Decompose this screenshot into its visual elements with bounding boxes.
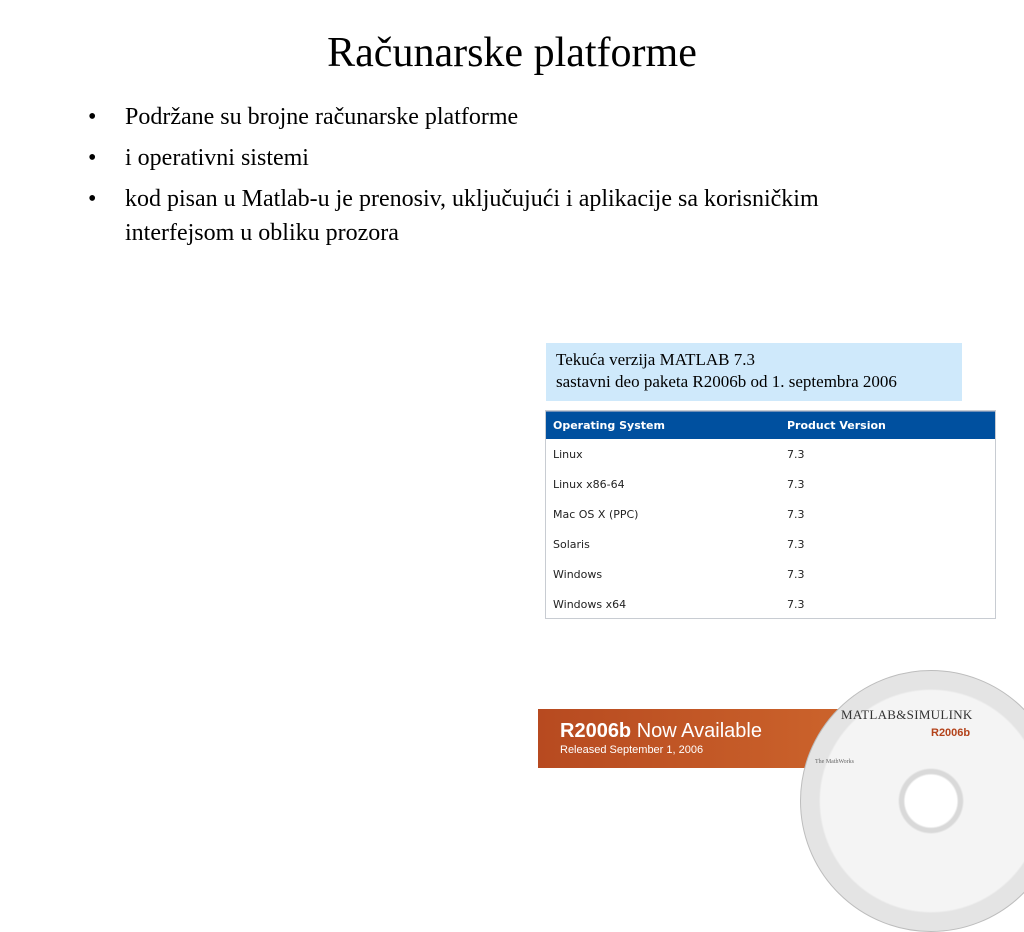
bullet-item [88, 100, 828, 134]
disc-brand-label: MATLAB&SIMULINK [841, 707, 973, 722]
os-name-cell: Windows x64 [553, 597, 627, 611]
disc-version-label: R2006b [931, 727, 971, 739]
table-row [546, 469, 995, 499]
header-operating-system: Operating System [553, 419, 665, 432]
table-row [546, 589, 995, 619]
bullet-dot: • [88, 145, 97, 171]
bullet-dot: • [88, 186, 97, 212]
bullet-text: i operativni sistemi [125, 145, 309, 171]
os-name-cell: Linux [553, 447, 583, 461]
bullet-item [88, 141, 828, 175]
platform-table [545, 410, 996, 619]
bullet-text: Podržane su brojne računarske platforme [125, 104, 519, 130]
banner-release-date: Released September 1, 2006 [560, 744, 704, 756]
os-name-cell: Mac OS X (PPC) [553, 507, 639, 521]
bullet-text: kod pisan u Matlab-u je prenosiv, uključujući i aplikacije sa korisničkim interfejsom u obliku prozora [125, 186, 819, 246]
version-cell: 7.3 [787, 537, 805, 551]
disc-maker-label: The MathWorks [815, 759, 855, 765]
table-row [546, 559, 995, 589]
version-cell: 7.3 [787, 447, 805, 461]
caption-line-1: Tekuća verzija MATLAB 7.3 [556, 350, 755, 369]
version-caption-box [546, 343, 962, 401]
banner-release-name: R2006b [560, 720, 632, 742]
table-row [546, 529, 995, 559]
os-name-cell: Windows [553, 567, 603, 581]
version-cell: 7.3 [787, 567, 805, 581]
table-row [546, 439, 995, 469]
slide-title: Računarske platforme [327, 30, 697, 76]
version-cell: 7.3 [787, 597, 805, 611]
header-product-version: Product Version [787, 419, 886, 432]
caption-line-2: sastavni deo paketa R2006b od 1. septembra 2006 [556, 372, 897, 391]
os-name-cell: Linux x86-64 [553, 477, 625, 491]
version-cell: 7.3 [787, 477, 805, 491]
banner-now-available: Now Available [631, 720, 762, 742]
os-name-cell: Solaris [553, 537, 590, 551]
bullet-dot: • [88, 104, 97, 130]
bullet-item [88, 182, 828, 250]
bullet-list [88, 100, 828, 257]
version-cell: 7.3 [787, 507, 805, 521]
table-header-row [546, 411, 995, 439]
table-row [546, 499, 995, 529]
banner-headline [560, 719, 762, 743]
